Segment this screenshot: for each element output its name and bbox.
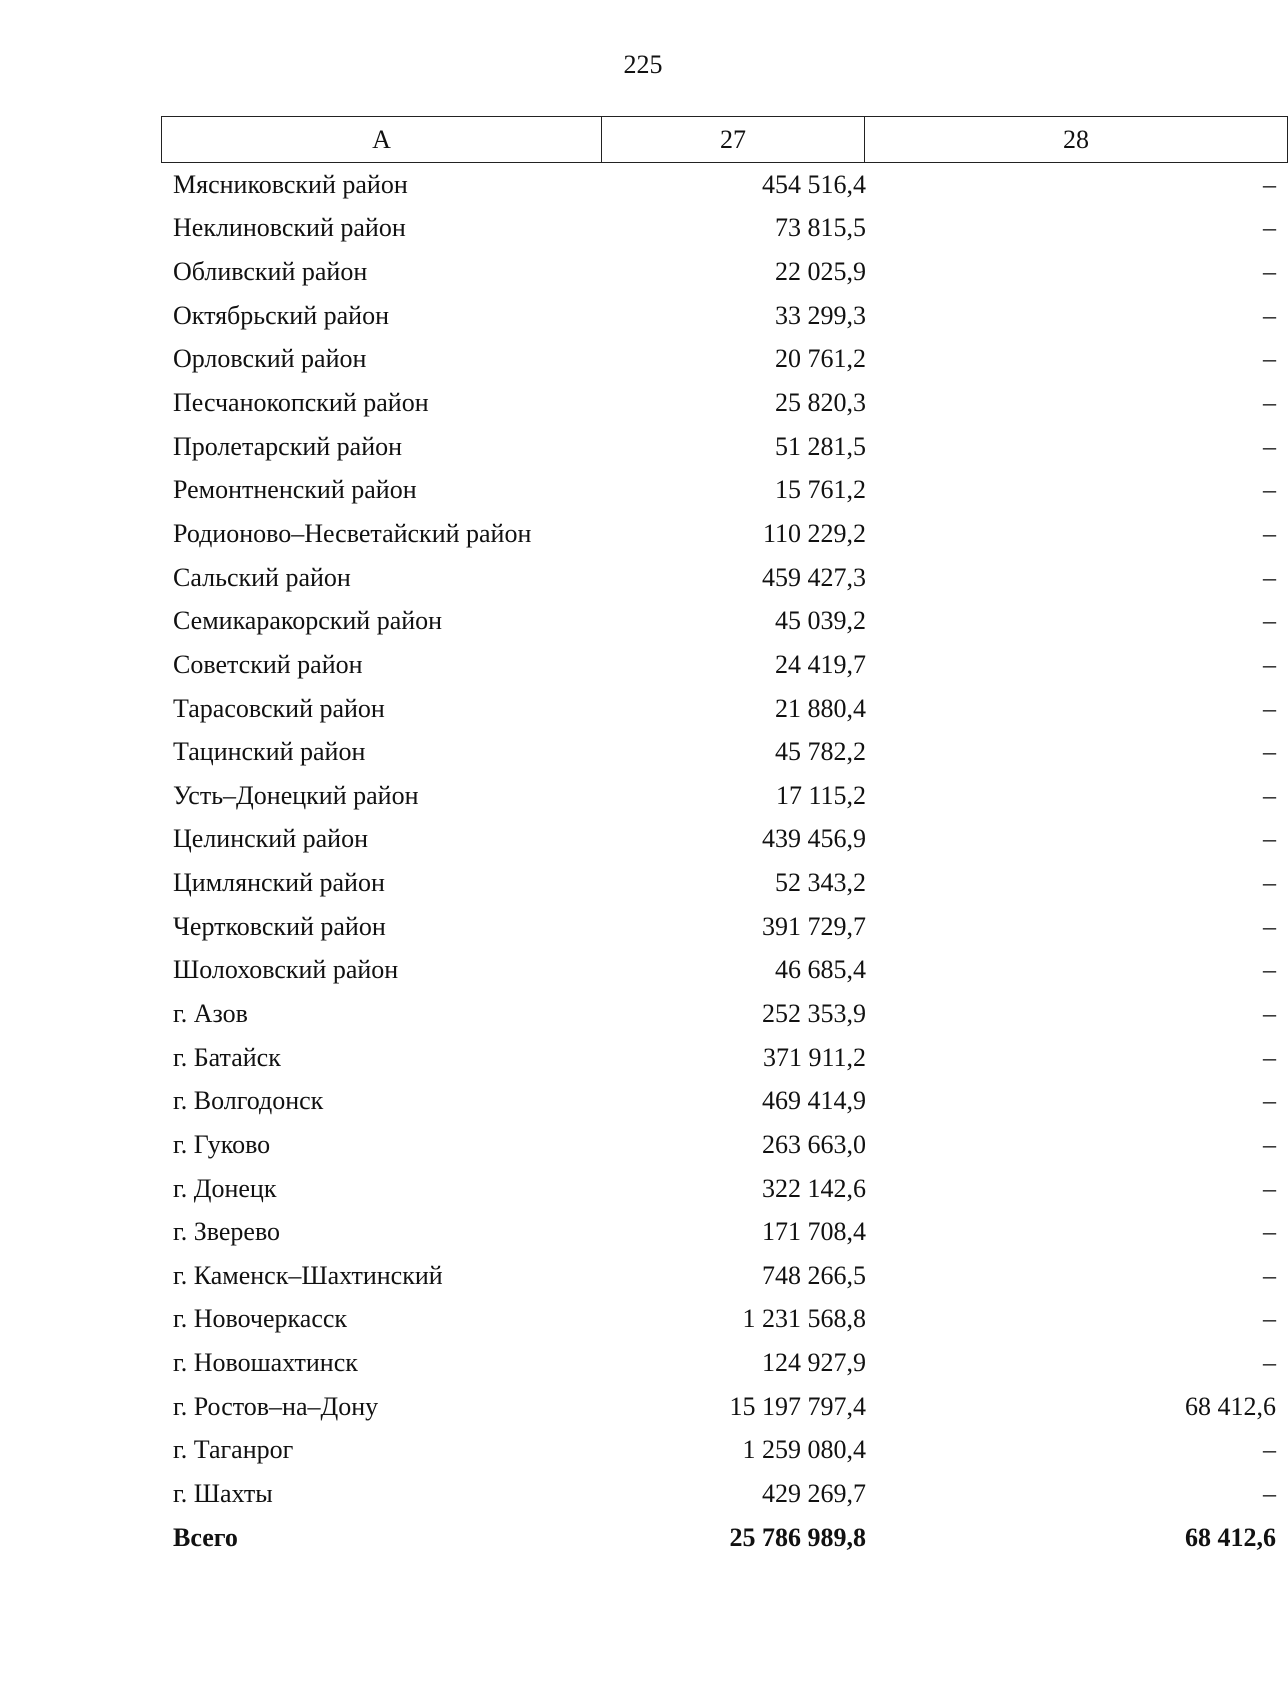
row-value-27: 391 729,7 xyxy=(762,911,866,941)
row-name: г. Каменск–Шахтинский xyxy=(173,1260,443,1290)
table-header xyxy=(161,116,1288,163)
row-value-27: 15 761,2 xyxy=(775,475,866,505)
row-value-27: 748 266,5 xyxy=(762,1260,866,1290)
table-row xyxy=(161,774,1288,818)
table-row xyxy=(161,1341,1288,1385)
row-value-27: 252 353,9 xyxy=(762,998,866,1028)
table-row xyxy=(161,1079,1288,1123)
row-value-27: 459 427,3 xyxy=(762,562,866,592)
row-name: Ремонтненский район xyxy=(173,475,417,505)
row-name: г. Гуково xyxy=(173,1129,271,1159)
row-name: Неклиновский район xyxy=(173,213,406,243)
row-value-28: – xyxy=(1263,1260,1276,1290)
table-row xyxy=(161,468,1288,512)
row-name: Пролетарский район xyxy=(173,431,403,461)
page-number: 225 xyxy=(623,50,663,79)
row-value-27: 469 414,9 xyxy=(762,1086,866,1116)
table-row xyxy=(161,338,1288,382)
row-value-28: – xyxy=(1263,911,1276,941)
table-row xyxy=(161,905,1288,949)
row-value-28: – xyxy=(1263,388,1276,418)
row-name: Семикаракорский район xyxy=(173,606,443,636)
table-row xyxy=(161,381,1288,425)
row-value-27: 1 259 080,4 xyxy=(742,1435,866,1465)
row-value-27: 25 820,3 xyxy=(775,388,866,418)
table-row xyxy=(161,818,1288,862)
row-value-28: – xyxy=(1263,1086,1276,1116)
row-value-28: – xyxy=(1263,1042,1276,1072)
total-value-27: 25 786 989,8 xyxy=(729,1522,866,1552)
table-row xyxy=(161,207,1288,251)
row-value-27: 124 927,9 xyxy=(762,1348,866,1378)
table-row xyxy=(161,1298,1288,1342)
row-value-27: 22 025,9 xyxy=(775,257,866,287)
row-name: Тарасовский район xyxy=(173,693,385,723)
row-value-27: 110 229,2 xyxy=(762,518,866,548)
table-body xyxy=(161,163,1288,1560)
total-value-28: 68 412,6 xyxy=(1185,1522,1276,1552)
row-value-27: 33 299,3 xyxy=(775,300,866,330)
table-row xyxy=(161,861,1288,905)
row-name: Мясниковский район xyxy=(173,169,408,199)
row-value-28: – xyxy=(1263,431,1276,461)
table-row xyxy=(161,1472,1288,1516)
row-value-28: – xyxy=(1263,606,1276,636)
table-row xyxy=(161,1167,1288,1211)
row-name: Советский район xyxy=(173,649,363,679)
row-value-28: – xyxy=(1263,649,1276,679)
row-value-28: – xyxy=(1263,344,1276,374)
row-value-28: – xyxy=(1263,562,1276,592)
table-row xyxy=(161,1254,1288,1298)
row-value-28: – xyxy=(1263,824,1276,854)
table-row xyxy=(161,1210,1288,1254)
row-name: г. Волгодонск xyxy=(173,1086,324,1116)
row-name: г. Шахты xyxy=(173,1479,273,1509)
row-value-28: – xyxy=(1263,868,1276,898)
row-name: Октябрьский район xyxy=(173,300,389,330)
row-value-28: – xyxy=(1263,998,1276,1028)
table-row xyxy=(161,599,1288,643)
table-row xyxy=(161,643,1288,687)
row-name: г. Зверево xyxy=(173,1217,281,1247)
row-value-28: – xyxy=(1263,1348,1276,1378)
table-row xyxy=(161,949,1288,993)
row-value-28: – xyxy=(1263,1479,1276,1509)
row-value-28: – xyxy=(1263,1129,1276,1159)
row-value-27: 371 911,2 xyxy=(762,1042,866,1072)
row-name: Чертковский район xyxy=(173,911,386,941)
row-value-28: – xyxy=(1263,955,1276,985)
row-value-27: 1 231 568,8 xyxy=(742,1304,866,1334)
row-value-27: 24 419,7 xyxy=(775,649,866,679)
row-value-28: – xyxy=(1263,300,1276,330)
column-header-28: 28 xyxy=(1063,124,1089,154)
row-name: Обливский район xyxy=(173,257,368,287)
row-value-28: – xyxy=(1263,1217,1276,1247)
row-name: Шолоховский район xyxy=(173,955,399,985)
table-row xyxy=(161,250,1288,294)
row-value-28: – xyxy=(1263,1304,1276,1334)
row-value-27: 51 281,5 xyxy=(775,431,866,461)
row-value-27: 429 269,7 xyxy=(762,1479,866,1509)
row-value-28: – xyxy=(1263,169,1276,199)
row-value-27: 21 880,4 xyxy=(775,693,866,723)
row-value-28: – xyxy=(1263,1435,1276,1465)
row-value-28: – xyxy=(1263,475,1276,505)
table-row xyxy=(161,1385,1288,1429)
row-name: Песчанокопский район xyxy=(173,388,429,418)
row-value-28: – xyxy=(1263,1173,1276,1203)
row-value-27: 45 039,2 xyxy=(775,606,866,636)
row-value-28: – xyxy=(1263,737,1276,767)
row-value-27: 439 456,9 xyxy=(762,824,866,854)
row-name: г. Новошахтинск xyxy=(173,1348,358,1378)
row-value-27: 322 142,6 xyxy=(762,1173,866,1203)
row-name: г. Таганрог xyxy=(173,1435,294,1465)
row-value-27: 73 815,5 xyxy=(775,213,866,243)
row-name: г. Новочеркасск xyxy=(173,1304,348,1334)
row-value-28: – xyxy=(1263,780,1276,810)
row-value-28: – xyxy=(1263,213,1276,243)
row-name: Родионово–Несветайский район xyxy=(173,518,532,548)
row-value-27: 46 685,4 xyxy=(775,955,866,985)
row-name: Орловский район xyxy=(173,344,367,374)
row-name: г. Донецк xyxy=(173,1173,277,1203)
table-row xyxy=(161,687,1288,731)
table-row xyxy=(161,992,1288,1036)
row-name: г. Батайск xyxy=(173,1042,281,1072)
table-row xyxy=(161,512,1288,556)
total-label: Всего xyxy=(173,1522,238,1552)
row-name: г. Азов xyxy=(173,998,248,1028)
column-header-27: 27 xyxy=(602,117,865,162)
row-name: Тацинский район xyxy=(173,737,366,767)
table-row xyxy=(161,1036,1288,1080)
table-row xyxy=(161,163,1288,207)
total-row xyxy=(161,1516,1288,1560)
row-value-27: 15 197 797,4 xyxy=(729,1391,866,1421)
row-name: Целинский район xyxy=(173,824,368,854)
row-name: Усть–Донецкий район xyxy=(173,780,419,810)
table-row xyxy=(161,425,1288,469)
row-value-27: 17 115,2 xyxy=(775,780,866,810)
row-value-27: 263 663,0 xyxy=(762,1129,866,1159)
row-value-27: 52 343,2 xyxy=(775,868,866,898)
row-value-27: 171 708,4 xyxy=(762,1217,866,1247)
row-name: г. Ростов–на–Дону xyxy=(173,1391,379,1421)
row-name: Сальский район xyxy=(173,562,351,592)
row-value-27: 45 782,2 xyxy=(775,737,866,767)
row-value-28: – xyxy=(1263,257,1276,287)
row-value-27: 454 516,4 xyxy=(762,169,866,199)
row-name: Цимлянский район xyxy=(173,868,385,898)
table-row xyxy=(161,556,1288,600)
row-value-28: – xyxy=(1263,693,1276,723)
row-value-27: 20 761,2 xyxy=(775,344,866,374)
table-row xyxy=(161,1123,1288,1167)
table-row xyxy=(161,294,1288,338)
column-header-a: А xyxy=(162,117,602,162)
table-row xyxy=(161,1429,1288,1473)
table-row xyxy=(161,730,1288,774)
row-value-28: – xyxy=(1263,518,1276,548)
row-value-28: 68 412,6 xyxy=(1185,1391,1276,1421)
